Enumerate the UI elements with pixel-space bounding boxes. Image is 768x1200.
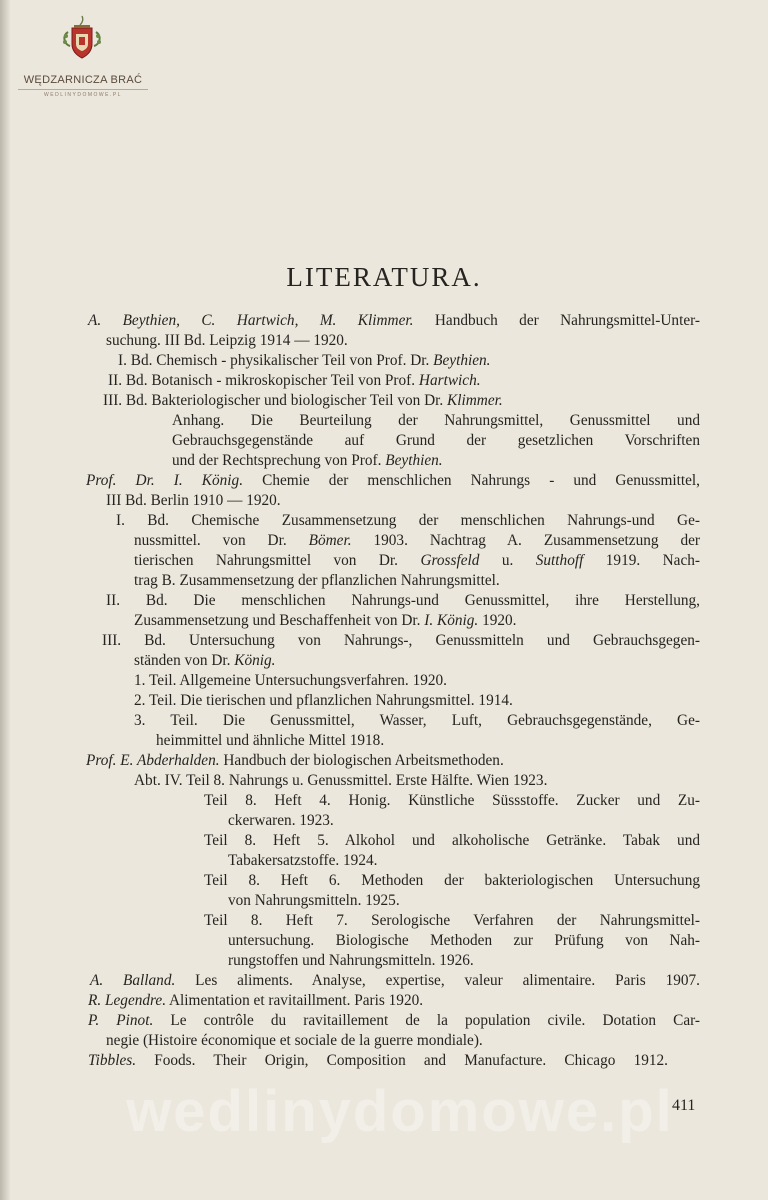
page-title: LITERATURA.: [286, 262, 482, 292]
text-run: Abt. IV. Teil 8. Nahrungs u. Genussmittel. Erste Hälfte. Wien 1923.: [134, 772, 548, 789]
bib-line: [228, 851, 377, 871]
brand-rule: [18, 89, 148, 90]
italic-run: A. Balland.: [90, 972, 176, 989]
bib-line: [134, 571, 500, 591]
text-run: Chemie der menschlichen Nahrungs - und Genussmittel,: [243, 472, 700, 489]
publisher-logo: [12, 8, 152, 98]
bib-line: [134, 711, 700, 731]
bib-line: [204, 871, 700, 891]
bib-line: [134, 531, 700, 551]
text-run: trag B. Zusammensetzung der pflanzlichen Nahrungsmittel.: [134, 572, 500, 589]
text-run: II. Bd. Die menschlichen Nahrungs-und Genussmittel, ihre Herstellung,: [106, 592, 700, 609]
text-run: III. Bd. Bakteriologischer und biologischer Teil von Dr.: [103, 392, 448, 409]
bib-line: [86, 751, 504, 771]
bib-line: [228, 811, 334, 831]
bib-line: [228, 931, 700, 951]
text-run: 1919. Nach-: [583, 552, 701, 569]
text-run: Le contrôle du ravitaillement de la population civile. Dotation Car-: [153, 1012, 700, 1029]
text-run: Alimentation et ravitaillment. Paris 1920.: [166, 992, 424, 1009]
bib-line: [134, 691, 513, 711]
bib-line: [88, 991, 423, 1011]
page-spine-shadow: [0, 0, 10, 1200]
bib-line: [86, 471, 700, 491]
bib-line: [156, 731, 384, 751]
bib-line: [172, 431, 700, 451]
italic-run: I. König.: [424, 612, 479, 629]
italic-run: Bömer.: [308, 532, 352, 549]
italic-run: R. Legendre.: [88, 992, 167, 1009]
text-run: Zusammensetzung und Beschaffenheit von Dr.: [134, 612, 425, 629]
italic-run: Tibbles.: [88, 1052, 137, 1069]
text-run: III. Bd. Untersuchung von Nahrungs-, Genussmitteln und Gebrauchsgegen-: [102, 632, 700, 649]
italic-run: Sutthoff: [535, 552, 584, 569]
text-run: Handbuch der Nahrungsmittel-Unter-: [413, 312, 700, 329]
watermark-text: wedlinydomowe.pl: [126, 1079, 674, 1144]
bib-line: [134, 771, 547, 791]
text-run: Gebrauchsgegenstände auf Grund der gesetzlichen Vorschriften: [172, 432, 700, 449]
bib-line: [134, 611, 517, 631]
text-run: 1920.: [478, 612, 517, 629]
bib-line: [204, 911, 700, 931]
text-run: heimmittel und ähnliche Mittel 1918.: [156, 732, 385, 749]
text-run: Teil 8. Heft 6. Methoden der bakteriologischen Untersuchung: [204, 872, 700, 889]
italic-run: P. Pinot.: [88, 1012, 154, 1029]
text-run: I. Bd. Chemisch - physikalischer Teil von Prof. Dr.: [118, 352, 434, 369]
bib-line: [116, 511, 700, 531]
italic-run: Beythien.: [433, 352, 491, 369]
italic-run: Klimmer.: [447, 392, 503, 409]
text-run: Teil 8. Heft 5. Alkohol und alkoholische Getränke. Tabak und: [204, 832, 700, 849]
italic-run: Hartwich.: [418, 372, 481, 389]
bib-line: [88, 311, 700, 331]
bib-line: [118, 351, 491, 371]
text-run: ckerwaren. 1923.: [228, 812, 334, 829]
bib-line: [172, 451, 443, 471]
page-number: 411: [672, 1097, 696, 1114]
crest-icon: [60, 14, 104, 64]
text-run: negie (Histoire économique et sociale de la guerre mondiale).: [106, 1032, 483, 1049]
text-run: ständen von Dr.: [134, 652, 235, 669]
bib-line: [204, 831, 700, 851]
italic-run: Beythien.: [385, 452, 443, 469]
text-run: 3. Teil. Die Genussmittel, Wasser, Luft, Gebrauchsgegenstände, Ge-: [134, 712, 700, 729]
bib-line: [228, 891, 400, 911]
bib-line: [106, 331, 348, 351]
text-run: Anhang. Die Beurteilung der Nahrungsmittel, Genussmittel und: [172, 412, 700, 429]
text-run: Teil 8. Heft 4. Honig. Künstliche Süssstoffe. Zucker und Zu-: [204, 792, 700, 809]
bib-line: [134, 551, 700, 571]
text-run: 2. Teil. Die tierischen und pflanzlichen Nahrungsmittel. 1914.: [134, 692, 513, 709]
text-run: Teil 8. Heft 7. Serologische Verfahren der Nahrungsmittel-: [204, 912, 700, 929]
bib-line: [90, 971, 700, 991]
text-run: I. Bd. Chemische Zusammensetzung der menschlichen Nahrungs-und Ge-: [116, 512, 700, 529]
italic-run: Prof. E. Abderhalden.: [86, 752, 220, 769]
text-run: und der Rechtsprechung von Prof.: [172, 452, 386, 469]
italic-run: König.: [234, 652, 276, 669]
text-run: Tabakersatzstoffe. 1924.: [228, 852, 378, 869]
italic-run: A. Beythien, C. Hartwich, M. Klimmer.: [88, 312, 414, 329]
bib-line: [204, 791, 700, 811]
bib-line: [108, 371, 481, 391]
text-run: nussmittel. von Dr.: [134, 532, 309, 549]
text-run: von Nahrungsmitteln. 1925.: [228, 892, 400, 909]
bib-line: [172, 411, 700, 431]
text-run: II. Bd. Botanisch - mikroskopischer Teil von Prof.: [108, 372, 419, 389]
text-run: 1903. Nachtrag A. Zusammensetzung der: [351, 532, 700, 549]
text-run: Foods. Their Origin, Composition and Manufacture. Chicago 1912.: [136, 1052, 668, 1069]
text-run: III Bd. Berlin 1910 — 1920.: [106, 492, 281, 509]
brand-url: WEDLINYDOMOWE.PL: [44, 92, 122, 98]
text-run: u.: [479, 552, 536, 569]
bib-line: [106, 491, 281, 511]
text-run: Handbuch der biologischen Arbeitsmethoden.: [219, 752, 504, 769]
text-run: 1. Teil. Allgemeine Untersuchungsverfahren. 1920.: [134, 672, 448, 689]
text-run: untersuchung. Biologische Methoden zur Prüfung von Nah-: [228, 932, 700, 949]
bib-line: [88, 1051, 668, 1071]
text-run: rungstoffen und Nahrungsmitteln. 1926.: [228, 952, 474, 969]
italic-run: Prof. Dr. I. König.: [86, 472, 244, 489]
bib-line: [106, 1031, 483, 1051]
brand-name: WĘDZARNICZA BRAĆ: [23, 74, 143, 86]
bib-line: [228, 951, 474, 971]
bib-line: [103, 391, 503, 411]
italic-run: Grossfeld: [420, 552, 480, 569]
bib-line: [106, 591, 700, 611]
bib-line: [88, 1011, 700, 1031]
bib-line: [134, 651, 276, 671]
bib-line: [134, 671, 447, 691]
text-run: suchung. III Bd. Leipzig 1914 — 1920.: [106, 332, 348, 349]
bib-line: [102, 631, 700, 651]
text-run: Les aliments. Analyse, expertise, valeur alimentaire. Paris 1907.: [175, 972, 700, 989]
text-run: tierischen Nahrungsmittel von Dr.: [134, 552, 421, 569]
